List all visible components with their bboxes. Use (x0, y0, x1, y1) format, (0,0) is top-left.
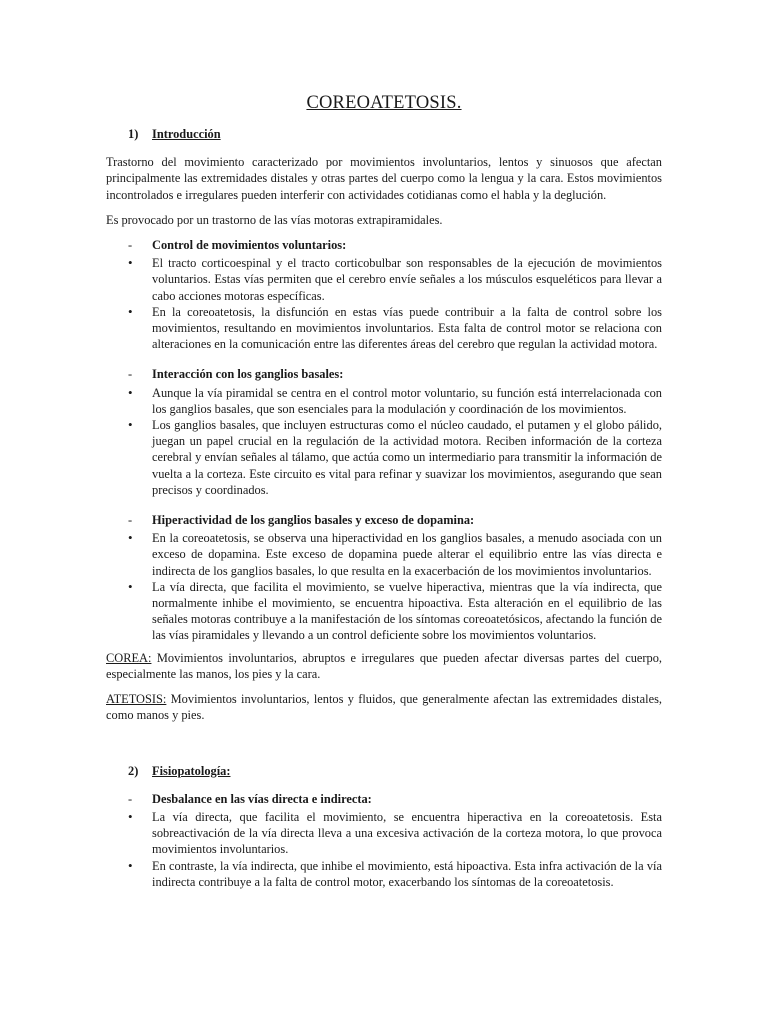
bullet-marker: • (128, 857, 133, 873)
bullet-list (106, 809, 662, 890)
list-item (106, 809, 662, 858)
intro-paragraph: Es provocado por un trastorno de las vías motoras extrapiramidales. (106, 212, 443, 227)
subsection-title: Desbalance en las vías directa e indirecta: (152, 791, 372, 806)
list-item (106, 255, 662, 304)
intro-paragraph: Trastorno del movimiento caracterizado por movimientos involuntarios, lentos y sinuosos que afectan principalmente las extremidades distales y otras partes del cuerpo como la lengua y la cara. Estos movimientos incontrolados e irregulares pueden interferir con actividades cotidianas como el habla y la deglución. (106, 155, 662, 202)
list-item (106, 530, 662, 579)
list-item-text: La vía directa, que facilita el movimiento, se vuelve hiperactiva, mientras que la vía indirecta, que normalmente inhibe el movimiento, se encuentra hipoactiva. Esta alteración en el equilibrio de las señales motoras contribuye a la manifestación de los síntomas coreoatetósicos, afectando la función de las vías piramidales y llevando a un control deficiente sobre los movimientos voluntarios. (152, 579, 662, 643)
subsection-title: Hiperactividad de los ganglios basales y exceso de dopamina: (152, 513, 475, 528)
section-heading-intro (106, 126, 662, 142)
definition-text: Movimientos involuntarios, lentos y fluidos, que generalmente afectan las extremidades distales, como manos y pies. (106, 692, 662, 723)
list-item (106, 385, 662, 417)
list-item (106, 579, 662, 644)
bullet-marker: • (128, 303, 133, 319)
bullet-marker: • (128, 384, 133, 400)
dash-marker: - (128, 791, 133, 806)
bullet-list (106, 385, 662, 498)
list-item-text: El tracto corticoespinal y el tracto corticobulbar son responsables de la ejecución de movimientos voluntarios. Estas vías permiten que el cerebro envíe señales a los músculos esqueléticos para llevar a cabo acciones motoras específicas. (152, 256, 662, 303)
section-number: 1) (128, 127, 139, 141)
definition-atetosis (106, 691, 662, 723)
bullet-marker: • (128, 255, 133, 271)
list-item (106, 858, 662, 890)
bullet-marker: • (128, 530, 133, 546)
subsection-heading (106, 366, 662, 382)
bullet-marker: • (128, 578, 133, 594)
subsection-heading (106, 237, 662, 253)
dash-marker: - (128, 238, 133, 253)
list-item-text: En la coreoatetosis, la disfunción en estas vías puede contribuir a la falta de control sobre los movimientos, resultando en movimientos involuntarios. Esta falta de control motor se relaciona con alteraciones en la comunicación entre las diferentes áreas del cerebro que regulan la actividad motora. (152, 304, 662, 352)
section-number: 2) (128, 763, 139, 778)
subsection-heading (106, 791, 662, 807)
list-item-text: En la coreoatetosis, se observa una hiperactividad en los ganglios basales, a menudo asociada con un exceso de dopamina. Este exceso de dopamina puede alterar el equilibrio entre las vías directa e indirecta de los ganglios basales, lo que resulta en la exacerbación de los movimientos involuntarios. (152, 531, 662, 578)
document-title: COREOATETOSIS. (306, 93, 462, 113)
bullet-list (106, 255, 662, 352)
dash-marker: - (128, 367, 133, 382)
list-item-text: Los ganglios basales, que incluyen estructuras como el núcleo caudado, el putamen y el globo pálido, juegan un papel crucial en la regulación de la actividad motora. Reciben información de la corteza cerebral y envían señales al tálamo, que actúa como un intermediario para transmitir la información de vuelta a la corteza. Este circuito es vital para refinar y suavizar los movimientos, asegurando que sean precisos y coordinados. (152, 418, 662, 497)
definition-text: Movimientos involuntarios, abruptos e irregulares que pueden afectar diversas partes del cuerpo, especialmente las manos, los pies y la cara. (106, 650, 662, 681)
list-item (106, 417, 662, 498)
bullet-marker: • (128, 808, 133, 824)
section-title: Introducción (152, 127, 221, 141)
section-title: Fisiopatología: (152, 763, 231, 778)
section-heading-fisiopatologia (106, 763, 662, 779)
list-item-text: La vía directa, que facilita el movimiento, se encuentra hiperactiva en la coreoatetosis. Esta sobreactivación de la vía directa lleva a una excesiva activación de la corteza motora, lo que provoca movimientos involuntarios. (152, 809, 662, 857)
bullet-list (106, 530, 662, 643)
subsection-heading (106, 512, 662, 528)
definition-term: COREA: (106, 650, 152, 665)
definition-term: ATETOSIS: (106, 692, 167, 707)
list-item-text: En contraste, la vía indirecta, que inhibe el movimiento, está hipoactiva. Esta infra activación de la vía indirecta contribuye a la falta de control motor, exacerbando los síntomas de la coreoatetosis. (152, 858, 662, 889)
dash-marker: - (128, 513, 133, 528)
list-item-text: Aunque la vía piramidal se centra en el control motor voluntario, su función está interrelacionada con los ganglios basales, que son esenciales para la modulación y coordinación de los movimientos. (152, 385, 662, 416)
subsection-title: Interacción con los ganglios basales: (152, 367, 344, 382)
subsection-title: Control de movimientos voluntarios: (152, 238, 347, 253)
bullet-marker: • (128, 417, 133, 433)
definition-corea (106, 650, 662, 682)
list-item (106, 304, 662, 353)
